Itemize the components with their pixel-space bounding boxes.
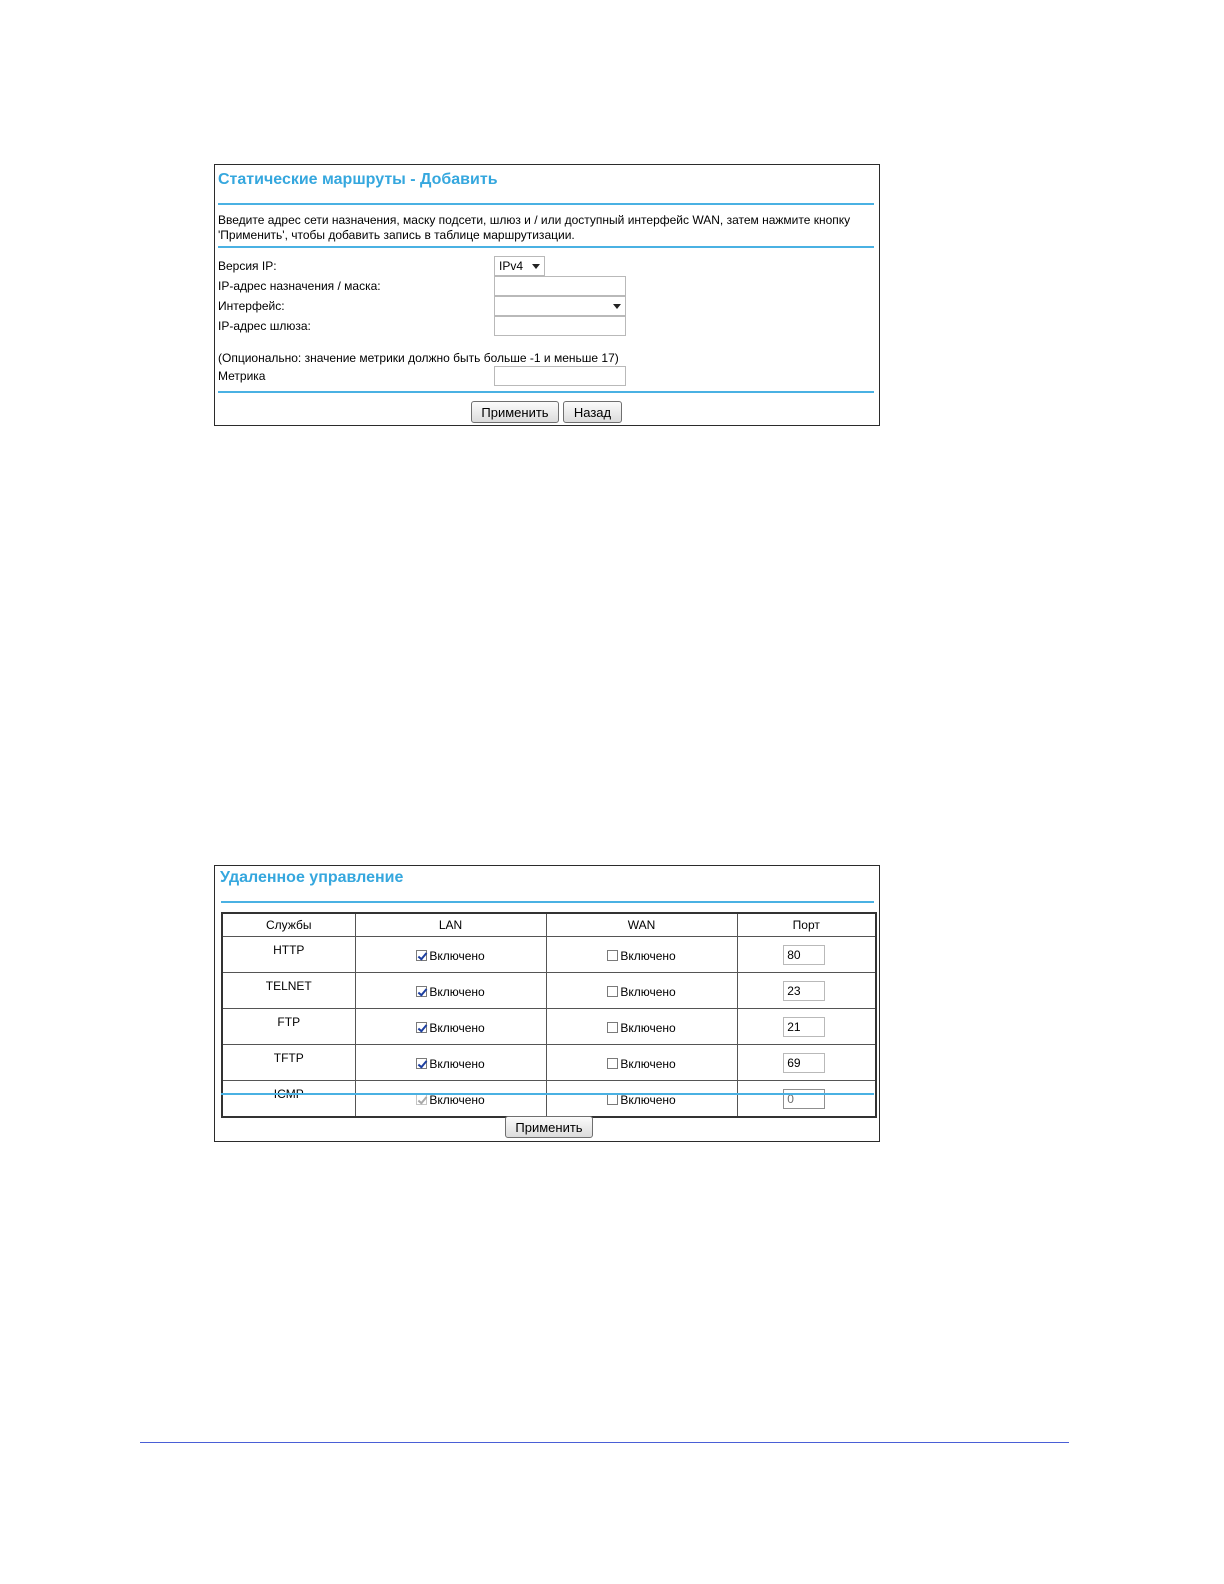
metric-input[interactable] (494, 366, 626, 386)
checkbox-unchecked-icon (607, 1058, 618, 1069)
table-header-row (222, 913, 876, 937)
gateway-ip-input[interactable] (494, 316, 626, 336)
lan-enabled-checkbox[interactable] (416, 1021, 484, 1035)
checkbox-label: Включено (429, 984, 485, 999)
column-header-services: Службы (222, 913, 355, 937)
wan-cell (546, 973, 737, 1009)
service-name: TELNET (222, 973, 355, 1009)
port-cell (737, 1081, 876, 1118)
lan-cell (355, 973, 546, 1009)
wan-cell (546, 1009, 737, 1045)
column-header-port: Порт (737, 913, 876, 937)
static-routes-panel (214, 164, 880, 426)
dest-ip-label: IP-адрес назначения / маска: (218, 279, 381, 293)
remote-apply-button[interactable]: Применить (505, 1116, 593, 1138)
table-row (222, 973, 876, 1009)
services-table (221, 912, 877, 1118)
wan-enabled-checkbox[interactable] (607, 949, 675, 963)
interface-label: Интерфейс: (218, 299, 285, 313)
ip-version-select[interactable] (494, 256, 545, 276)
port-cell (737, 937, 876, 973)
table-separator (221, 1093, 874, 1095)
description-separator (218, 246, 874, 248)
port-input[interactable]: 69 (783, 1053, 825, 1073)
checkbox-label: Включено (429, 948, 485, 963)
title-separator (221, 901, 874, 903)
table-row (222, 1045, 876, 1081)
checkbox-checked-icon (416, 1058, 427, 1069)
column-header-wan: WAN (546, 913, 737, 937)
remote-management-title: Удаленное управление (220, 869, 404, 886)
service-name: HTTP (222, 937, 355, 973)
checkbox-label: Включено (429, 1092, 485, 1107)
ip-version-label: Версия IP: (218, 259, 277, 273)
port-input[interactable]: 23 (783, 981, 825, 1001)
service-name: TFTP (222, 1045, 355, 1081)
port-cell (737, 1009, 876, 1045)
column-header-lan: LAN (355, 913, 546, 937)
description-line-1: Введите адрес сети назначения, маску подсети, шлюз и / или доступный интерфейс WAN, затем нажмите кнопку (218, 213, 851, 227)
checkbox-unchecked-icon (607, 986, 618, 997)
wan-enabled-checkbox[interactable] (607, 985, 675, 999)
checkbox-label: Включено (429, 1056, 485, 1071)
apply-button[interactable]: Применить (471, 401, 559, 423)
form-separator (218, 391, 874, 393)
checkbox-checked-icon (416, 950, 427, 961)
remote-management-panel (214, 865, 880, 1142)
checkbox-checked-icon (416, 1022, 427, 1033)
table-row (222, 937, 876, 973)
table-row (222, 1009, 876, 1045)
metric-label: Метрика (218, 369, 266, 383)
lan-cell (355, 1045, 546, 1081)
metric-hint: (Опционально: значение метрики должно быть больше -1 и меньше 17) (218, 351, 619, 365)
checkbox-checked-icon (416, 1094, 427, 1105)
static-routes-title: Статические маршруты - Добавить (218, 171, 498, 188)
title-separator (218, 203, 874, 205)
chevron-down-icon (532, 264, 540, 269)
checkbox-checked-icon (416, 986, 427, 997)
port-input[interactable]: 80 (783, 945, 825, 965)
table-row (222, 1081, 876, 1118)
checkbox-unchecked-icon (607, 1094, 618, 1105)
wan-enabled-checkbox[interactable] (607, 1057, 675, 1071)
service-name: FTP (222, 1009, 355, 1045)
wan-cell (546, 1045, 737, 1081)
checkbox-unchecked-icon (607, 1022, 618, 1033)
checkbox-unchecked-icon (607, 950, 618, 961)
wan-cell (546, 937, 737, 973)
lan-cell (355, 1009, 546, 1045)
chevron-down-icon (613, 304, 621, 309)
checkbox-label: Включено (429, 1020, 485, 1035)
ip-version-value: IPv4 (499, 259, 524, 273)
checkbox-label: Включено (620, 1056, 676, 1071)
lan-cell (355, 937, 546, 973)
checkbox-label: Включено (620, 948, 676, 963)
description-line-2: 'Применить', чтобы добавить запись в таблице маршрутизации. (218, 228, 575, 242)
gateway-ip-label: IP-адрес шлюза: (218, 319, 311, 333)
lan-enabled-checkbox[interactable] (416, 985, 484, 999)
port-cell (737, 973, 876, 1009)
checkbox-label: Включено (620, 1092, 676, 1107)
checkbox-label: Включено (620, 984, 676, 999)
footer-rule (140, 1442, 1069, 1443)
dest-ip-input[interactable] (494, 276, 626, 296)
lan-enabled-checkbox[interactable] (416, 1057, 484, 1071)
port-input[interactable]: 21 (783, 1017, 825, 1037)
service-name: ICMP (222, 1081, 355, 1118)
port-input: 0 (783, 1089, 825, 1109)
checkbox-label: Включено (620, 1020, 676, 1035)
lan-cell (355, 1081, 546, 1118)
port-cell (737, 1045, 876, 1081)
back-button[interactable]: Назад (563, 401, 622, 423)
lan-enabled-checkbox[interactable] (416, 949, 484, 963)
wan-enabled-checkbox[interactable] (607, 1021, 675, 1035)
wan-cell (546, 1081, 737, 1118)
interface-select[interactable] (494, 296, 626, 316)
